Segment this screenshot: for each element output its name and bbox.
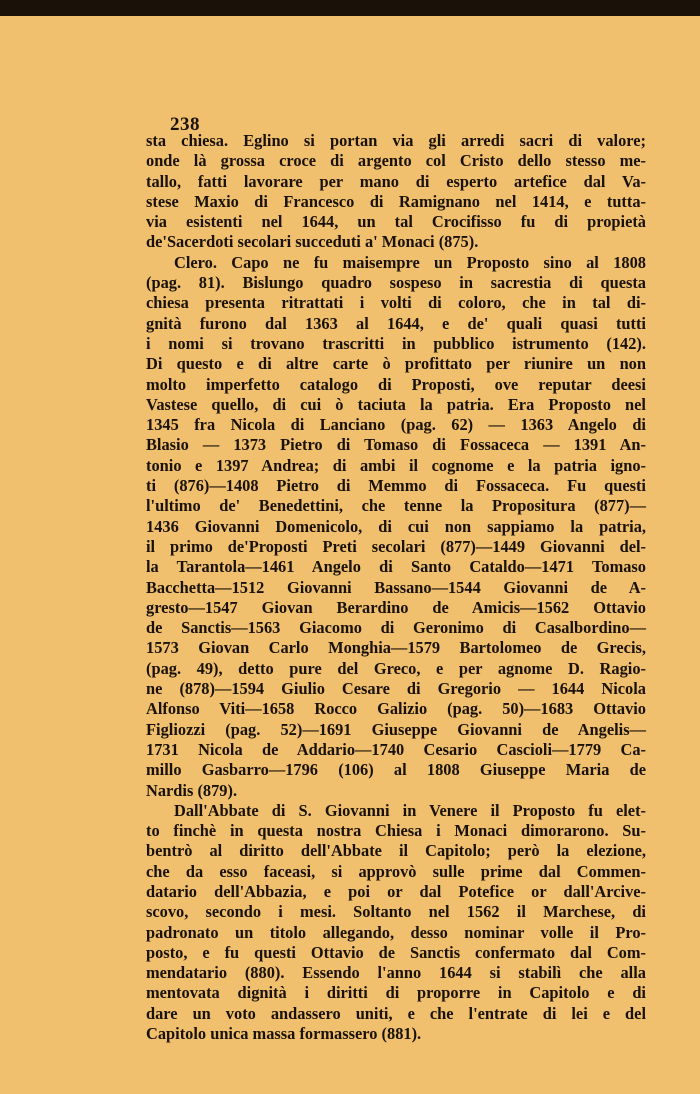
text-line: Bacchetta—1512 Giovanni Bassano—1544 Giovanni de A- (146, 577, 646, 597)
text-line: Blasio — 1373 Pietro di Tomaso di Fossaceca — 1391 An- (146, 435, 646, 455)
text-line: 1436 Giovanni Domenicolo, di cui non sappiamo la patria, (146, 516, 646, 536)
text-line: datario dell'Abbazia, e poi or dal Potefice or dall'Arcive- (146, 881, 646, 901)
text-line: Vastese quello, di cui ò taciuta la patria. Era Proposto nel (146, 394, 646, 414)
page-number: 238 (170, 114, 200, 135)
text-line: Alfonso Viti—1658 Rocco Galizio (pag. 50)—1683 Ottavio (146, 699, 646, 719)
text-line: bentrò al diritto dell'Abbate il Capitolo; però la elezione, (146, 841, 646, 861)
text-line: tonio e 1397 Andrea; di ambi il cognome e la patria igno- (146, 455, 646, 475)
text-line: stese Maxio di Francesco di Ramignano nel 1414, e tutta- (146, 191, 646, 211)
text-line: tallo, fatti lavorare per mano di esperto artefice dal Va- (146, 171, 646, 191)
text-line: ti (876)—1408 Pietro di Memmo di Fossaceca. Fu questi (146, 476, 646, 496)
text-line: l'ultimo de' Benedettini, che tenne la Propositura (877)— (146, 496, 646, 516)
text-line: de'Sacerdoti secolari succeduti a' Monaci (875). (146, 232, 479, 252)
scan-border (0, 0, 700, 16)
text-line: de Sanctis—1563 Giacomo di Geronimo di Casalbordino— (146, 618, 646, 638)
text-line: gresto—1547 Giovan Berardino de Amicis—1562 Ottavio (146, 597, 646, 617)
text-line: Nardis (879). (146, 780, 238, 800)
text-line: che da esso faceasi, si approvò sulle prime dal Commen- (146, 861, 646, 881)
text-line: (pag. 49), detto pure del Greco, e per agnome D. Ragio- (146, 658, 646, 678)
text-line: 1731 Nicola de Addario—1740 Cesario Cascioli—1779 Ca- (146, 739, 646, 759)
text-line: ne (878)—1594 Giulio Cesare di Gregorio — 1644 Nicola (146, 679, 646, 699)
text-line: Clero. Capo ne fu maisempre un Proposto sino al 1808 (174, 252, 646, 272)
text-line: onde là grossa croce di argento col Cristo dello stesso me- (146, 151, 646, 171)
text-line: molto imperfetto catalogo di Proposti, ove reputar deesi (146, 374, 646, 394)
text-line: i nomi si trovano trascritti in pubblico istrumento (142). (146, 333, 646, 353)
text-line: dare un voto andassero uniti, e che l'entrate di lei e del (146, 1003, 646, 1023)
text-line: scovo, secondo i mesi. Soltanto nel 1562 il Marchese, di (146, 902, 646, 922)
text-line: to finchè in questa nostra Chiesa i Monaci dimorarono. Su- (146, 821, 646, 841)
text-line: mentovata dignità i diritti di proporre in Capitolo e di (146, 983, 646, 1003)
text-line: posto, e fu questi Ottavio de Sanctis confermato dal Com- (146, 942, 646, 962)
text-line: Capitolo unica massa formassero (881). (146, 1024, 422, 1044)
text-line: padronato un titolo allegando, desso nominar volle il Pro- (146, 922, 646, 942)
text-line: mendatario (880). Essendo l'anno 1644 si stabilì che alla (146, 963, 646, 983)
text-line: il primo de'Proposti Preti secolari (877)—1449 Giovanni del- (146, 536, 646, 556)
text-line: Figliozzi (pag. 52)—1691 Giuseppe Giovanni de Angelis— (146, 719, 646, 739)
text-line: 1573 Giovan Carlo Monghia—1579 Bartolomeo de Grecis, (146, 638, 646, 658)
text-line: 1345 fra Nicola di Lanciano (pag. 62) — 1363 Angelo di (146, 415, 646, 435)
text-line: (pag. 81). Bislungo quadro sospeso in sacrestia di questa (146, 273, 646, 293)
text-line: millo Gasbarro—1796 (106) al 1808 Giuseppe Maria de (146, 760, 646, 780)
text-line: via esistenti nel 1644, un tal Crocifisso fu di propietà (146, 212, 646, 232)
body-text (146, 131, 646, 1044)
text-line: chiesa presenta ritrattati i volti di coloro, che in tal di- (146, 293, 646, 313)
text-line: sta chiesa. Eglino si portan via gli arredi sacri di valore; (146, 131, 646, 150)
text-line: Di questo e di altre carte ò profittato per riunire un non (146, 354, 646, 374)
text-line: la Tarantola—1461 Angelo di Santo Cataldo—1471 Tomaso (146, 557, 646, 577)
text-line: Dall'Abbate di S. Giovanni in Venere il Proposto fu elet- (174, 800, 646, 820)
text-line: gnità furono dal 1363 al 1644, e de' quali quasi tutti (146, 313, 646, 333)
